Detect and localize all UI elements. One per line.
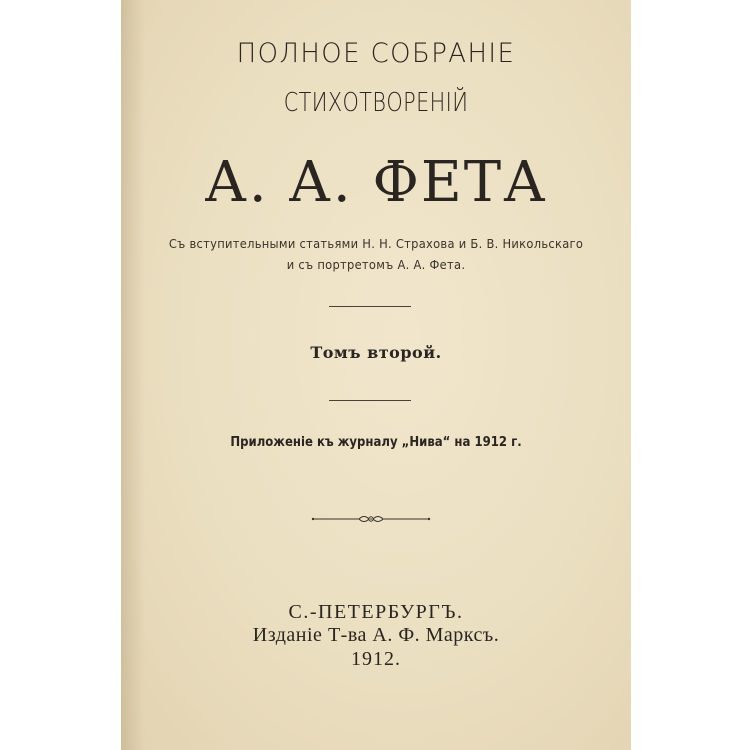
ornament-divider (311, 512, 431, 526)
imprint-city: С.-ПЕТЕРБУРГЪ. (288, 601, 464, 623)
imprint-publisher: Изданіе Т-ва А. Ф. Марксъ. (252, 624, 500, 646)
title-line-1: ПОЛНОЕ СОБРАНІЕ (236, 38, 516, 69)
title-page (121, 0, 631, 750)
divider-rule (329, 400, 411, 401)
subtitle-line-1: Съ вступительными статьями Н. Н. Страхова и Б. В. Никольскаго (168, 236, 584, 251)
title-line-2: СТИХОТВОРЕНІЙ (283, 88, 469, 118)
imprint-year: 1912. (351, 648, 401, 670)
divider-rule (329, 306, 411, 307)
author-name: А. А. ФЕТА (204, 150, 548, 215)
supplement-note: Приложеніе къ журналу „Нива“ на 1912 г. (230, 435, 522, 450)
volume-label: Томъ второй. (310, 343, 442, 362)
subtitle-line-2: и съ портретомъ А. А. Фета. (286, 257, 466, 272)
